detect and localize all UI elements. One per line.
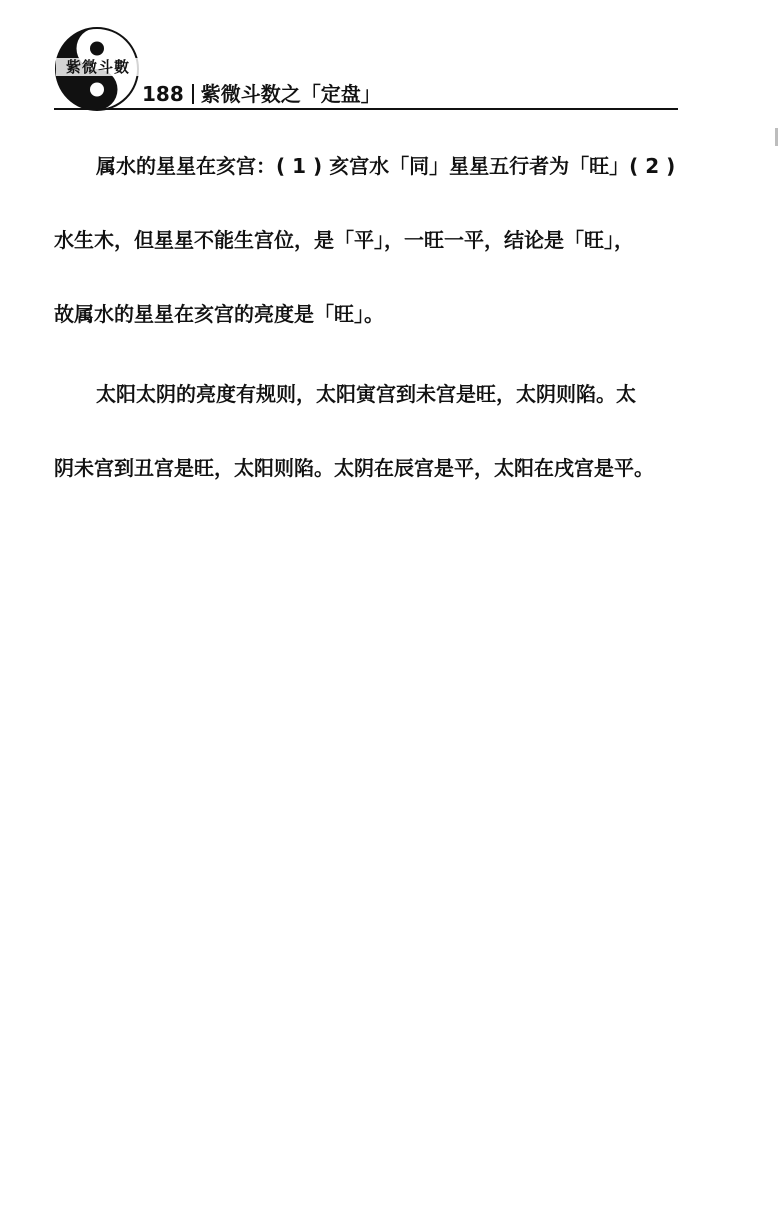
paragraph-line: 太阳太阴的亮度有规则，太阳寅宫到未宫是旺，太阴则陷。太 xyxy=(96,382,636,406)
page-number: 188 xyxy=(142,82,184,106)
running-header xyxy=(142,82,381,106)
header-rule xyxy=(54,108,678,110)
yin-yang-icon xyxy=(54,26,142,112)
logo-text: 紫微斗數 xyxy=(65,58,131,76)
paragraph-2 xyxy=(54,357,684,505)
yin-yang-logo xyxy=(54,26,142,112)
paragraph-line: 水生木，但星星不能生宫位，是「平」，一旺一平，结论是「旺」， xyxy=(54,228,634,252)
header-separator xyxy=(192,84,194,104)
paragraph-line: 故属水的星星在亥宫的亮度是「旺」。 xyxy=(54,302,384,326)
book-title: 紫微斗数之「定盘」 xyxy=(200,82,381,106)
paragraph-1 xyxy=(54,129,684,351)
page-header xyxy=(54,26,678,112)
paragraph-line: 阴未宫到丑宫是旺，太阳则陷。太阴在辰宫是平，太阳在戌宫是平。 xyxy=(54,456,654,480)
paragraph-line: 属水的星星在亥宫：( 1 ) 亥宫水「同」星星五行者为「旺」( 2 ) xyxy=(96,154,676,178)
